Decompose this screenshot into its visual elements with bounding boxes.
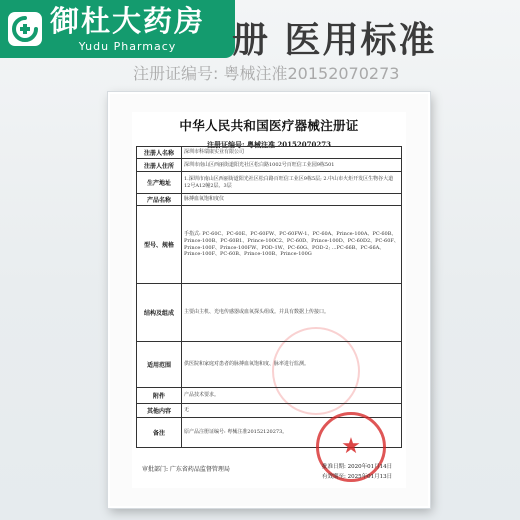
row-value: 无 [182, 404, 402, 418]
row-value: 产品技术要求。 [182, 388, 402, 404]
row-value: 供医院和家庭对患者的脉搏血氧饱和度、脉率进行监测。 [182, 342, 402, 388]
table-row [137, 284, 402, 342]
row-label: 生产地址 [137, 172, 182, 194]
page-heading: 册 医用标准 [232, 20, 437, 61]
table-row [137, 342, 402, 388]
row-value: 1.深圳市南山区西丽街道阳光社区松白路百旺信工业区9栋5层; 2.中山市火炬开发区生物谷大道12号A12幢2层、3层 [182, 172, 402, 194]
seal-star-icon: ★ [341, 434, 361, 459]
row-value: 深圳市南山区西丽街道阳光社区松白路1002号百旺信工业园9栋501 [182, 159, 402, 172]
row-label: 产品名称 [137, 194, 182, 206]
table-row [137, 194, 402, 206]
row-label: 其他内容 [137, 404, 182, 418]
brand-subtitle: Yudu Pharmacy [78, 39, 177, 53]
row-label: 结构及组成 [137, 284, 182, 342]
row-value: 脉搏血氧饱和度仪 [182, 194, 402, 206]
registration-number: 注册证编号: 粤械注准20152070273 [133, 64, 400, 83]
row-label: 适用范围 [137, 342, 182, 388]
row-label: 注册人住所 [137, 159, 182, 172]
row-label: 备注 [137, 418, 182, 448]
certificate-title: 中华人民共和国医疗器械注册证 [179, 118, 359, 133]
row-value: 原产品注册证编号: 粤械注准20152120273。 [182, 418, 402, 448]
table-row [137, 147, 402, 159]
approval-department: 审批部门: 广东省药品监督管理局 [142, 466, 230, 473]
certificate-frame [108, 92, 430, 508]
pharmacy-logo-icon [8, 12, 42, 46]
valid-until: 有效期至: 2025年01月13日 [322, 474, 393, 480]
brand-name: 御杜大药房 [50, 3, 206, 38]
certificate-table [136, 146, 402, 448]
row-label: 附件 [137, 388, 182, 404]
row-label: 注册人名称 [137, 147, 182, 159]
table-row [137, 172, 402, 194]
row-value: 深圳市科瑞康实业有限公司 [182, 147, 402, 159]
certificate [132, 112, 406, 488]
table-row [137, 159, 402, 172]
row-value: 主要由主机、光电传感器或血氧探头组成。并具有数据上传接口。 [182, 284, 402, 342]
certificate-number: 注册证编号: 粤械注准 20152070273 [206, 140, 332, 149]
approval-date: 批准日期: 2020年01月14日 [322, 464, 393, 470]
brand-badge [0, 0, 235, 58]
row-label: 型号、规格 [137, 206, 182, 284]
table-row [137, 206, 402, 284]
row-value: 手指式: PC-60C、PC-60E、PC-60FW、PC-60FW-1、PC-60A、Prince-100A、PC-60B、Prince-100B、PC-60B1、Prince-100C2、PC-60D、Prince-100D、PC-60D2、PC-60F、Prince-100F、Prince-100FW、POD-1W、PC-60G、POD-2; ...PC-66B、PC-66A、Prince-100F、PC-60B、Prince-100B、Prince-100G [182, 206, 402, 284]
table-row [137, 388, 402, 404]
